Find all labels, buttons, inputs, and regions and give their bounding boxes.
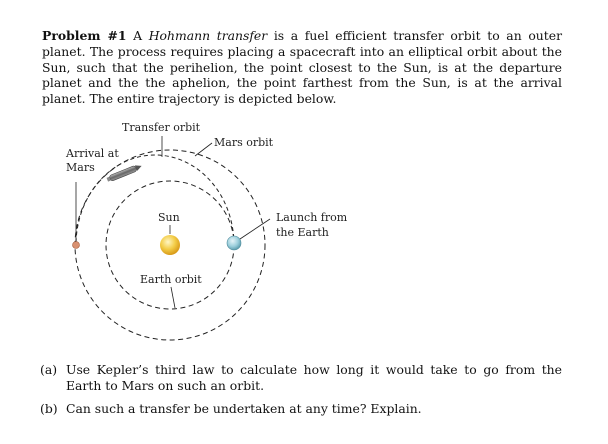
mars-icon [73,242,80,249]
label-sun: Sun [158,211,180,224]
earth-orbit-leader [171,287,175,308]
question-b [40,401,562,417]
label-mars-orbit: Mars orbit [214,136,274,149]
problem-intro-prefix: A [126,28,149,43]
earth-icon [227,236,241,250]
launch-leader [240,219,270,239]
label-earth-orbit: Earth orbit [140,273,202,286]
problem-number: Problem #1 [42,28,127,43]
problem-intro-body: is a fuel efficient transfer orbit to an outer planet. The process requires placing a spacecraft into an elliptical orbit about the Sun, such that the perihelion, the point closest to the Sun, is at the departure planet and the the aphelion, the point farthest from the Sun, is at the arrival planet. The entire trajectory is depicted below. [42,28,562,107]
label-launch-line2: the Earth [276,226,329,239]
label-arrival-line2: Mars [66,161,95,174]
transfer-orbit-path [76,155,234,245]
sun-icon [160,235,180,255]
question-a-text: Use Kepler’s third law to calculate how long it would take to go from the Earth to Mars on such an orbit. [66,362,562,393]
question-list [40,362,562,423]
question-a [40,362,562,394]
question-a-label: (a) [40,362,58,377]
spacecraft-icon [106,163,143,182]
hohmann-term: Hohmann transfer [148,28,268,43]
mars-orbit-leader [195,143,212,156]
label-launch-line1: Launch from [276,211,348,224]
question-b-label: (b) [40,400,58,416]
label-arrival-line1: Arrival at [66,147,119,160]
question-b-text: Can such a transfer be undertaken at any time? Explain. [66,400,422,416]
label-transfer-orbit: Transfer orbit [122,121,201,134]
